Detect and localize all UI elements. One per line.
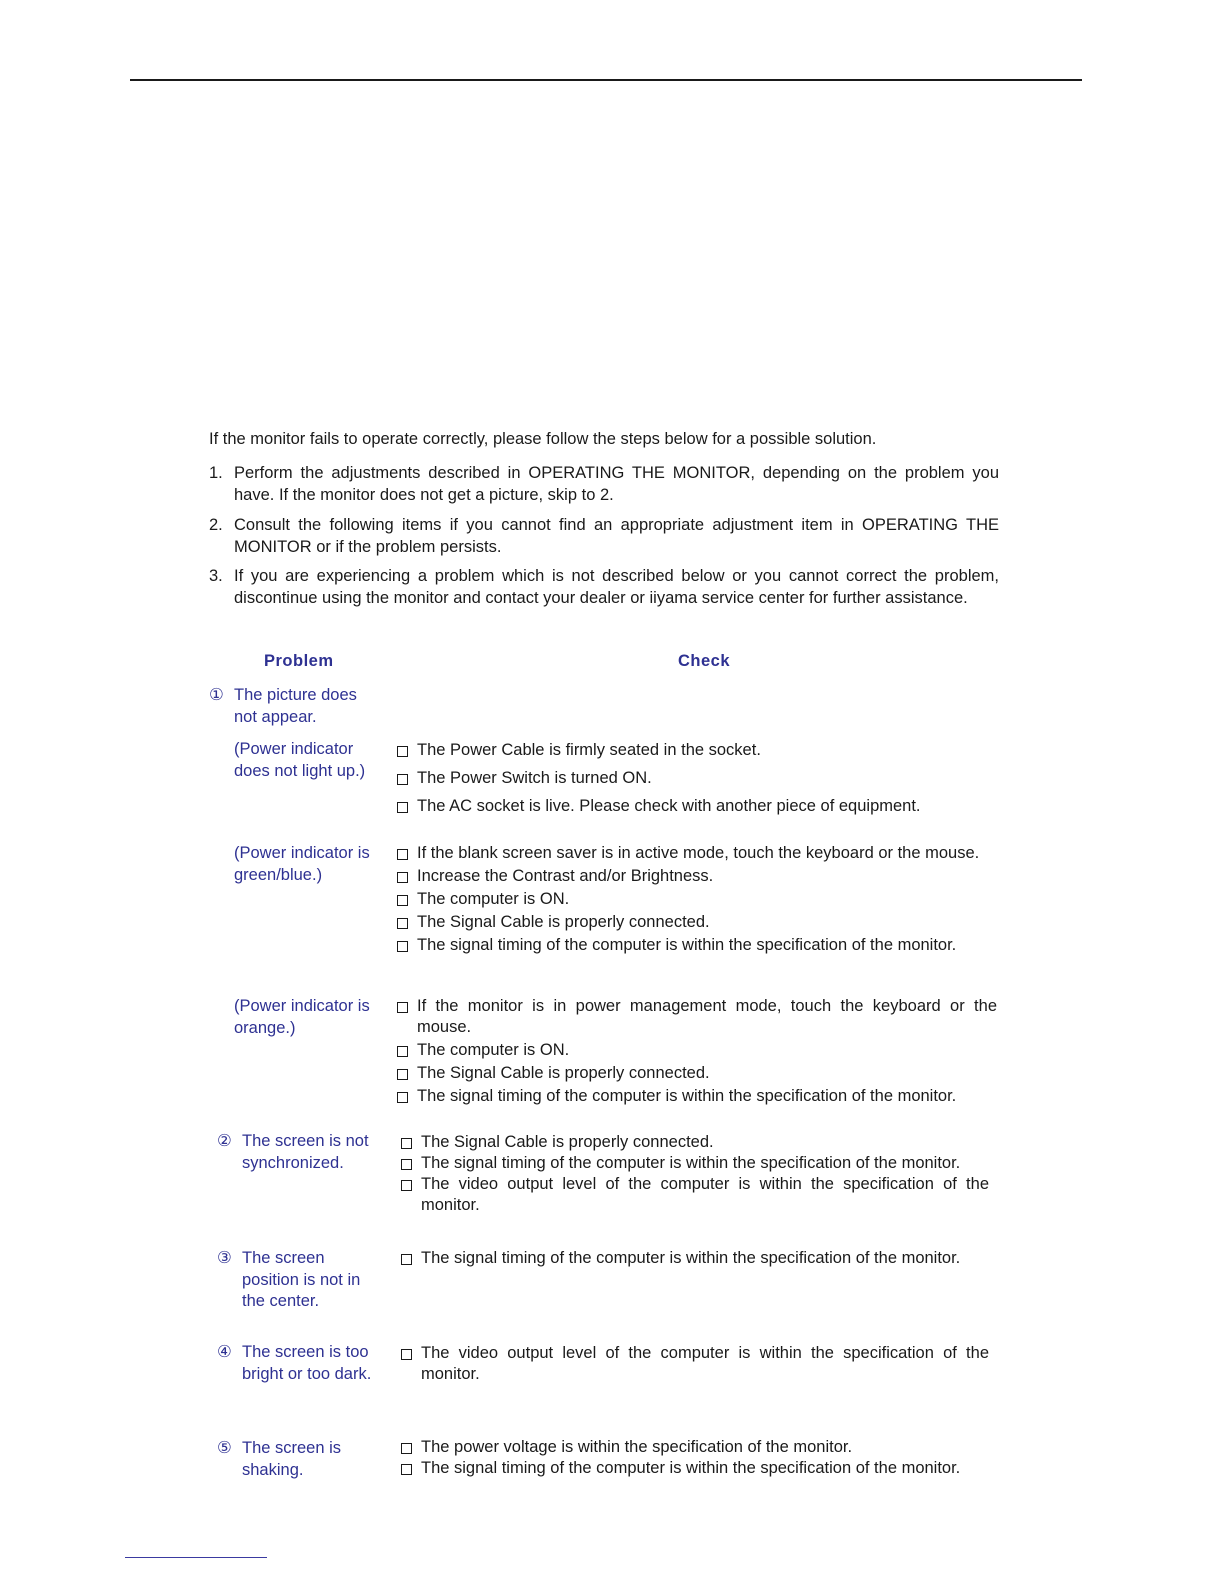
checkbox-icon: [397, 802, 408, 813]
problem-number: ⑤: [217, 1439, 232, 1457]
check-list: [401, 1437, 989, 1479]
check-text: The Power Switch is turned ON.: [417, 769, 652, 787]
check-text: The signal timing of the computer is within the specification of the monitor.: [417, 936, 957, 954]
check-item: [397, 1063, 997, 1084]
check-item: [397, 1040, 997, 1061]
check-list: [397, 740, 997, 824]
check-item: [397, 768, 997, 789]
step-item: [209, 515, 999, 558]
step-number: 1.: [209, 464, 223, 482]
check-text: The Power Cable is firmly seated in the socket.: [417, 741, 761, 759]
problem-number: ④: [217, 1343, 232, 1361]
check-list: [401, 1132, 989, 1216]
steps-list: [209, 463, 999, 609]
check-item: [397, 740, 997, 761]
check-text: The Signal Cable is properly connected.: [417, 913, 710, 931]
problem-column-header: Problem: [264, 652, 334, 670]
footer-rule: [125, 1557, 267, 1558]
problem-text: The screen is shaking.: [242, 1439, 342, 1479]
checkbox-icon: [401, 1349, 412, 1360]
check-item: [397, 1086, 997, 1107]
check-text: The power voltage is within the specification of the monitor.: [421, 1438, 853, 1456]
check-text: The computer is ON.: [417, 1041, 570, 1059]
step-number: 2.: [209, 516, 223, 534]
problem-text: The screen is too bright or too dark.: [242, 1343, 372, 1383]
check-item: [401, 1343, 989, 1385]
checkbox-icon: [397, 918, 408, 929]
checkbox-icon: [401, 1464, 412, 1475]
check-text: The Signal Cable is properly connected.: [421, 1133, 714, 1151]
check-text: If the blank screen saver is in active mode, touch the keyboard or the mouse.: [417, 844, 980, 862]
step-text: Consult the following items if you cannot find an appropriate adjustment item in OPERATING THE MONITOR or if the problem persists.: [234, 516, 999, 556]
check-text: The AC socket is live. Please check with another piece of equipment.: [417, 797, 921, 815]
check-list: [401, 1248, 989, 1269]
checkbox-icon: [401, 1443, 412, 1454]
checkbox-icon: [401, 1159, 412, 1170]
step-number: 3.: [209, 567, 223, 585]
checkbox-icon: [397, 941, 408, 952]
problem-1-case-label: (Power indicator is orange.): [234, 997, 370, 1037]
check-text: The video output level of the computer is within the specification of the monitor.: [421, 1344, 989, 1383]
step-item: [209, 463, 999, 506]
problem-1-case-label: (Power indicator is green/blue.): [234, 844, 370, 884]
check-list: [397, 843, 997, 958]
problem-4: [217, 1342, 377, 1385]
problem-1: [209, 685, 379, 728]
check-item: [397, 866, 997, 887]
check-text: The signal timing of the computer is within the specification of the monitor.: [421, 1154, 961, 1172]
check-list: [397, 996, 997, 1109]
problem-number: ①: [209, 686, 224, 704]
check-item: [397, 935, 997, 956]
checkbox-icon: [397, 1002, 408, 1013]
problem-text: The screen position is not in the center.: [242, 1249, 361, 1310]
step-item: [209, 566, 999, 609]
check-item: [397, 996, 997, 1038]
check-item: [397, 796, 997, 817]
check-column-header: Check: [678, 652, 731, 670]
problem-number: ②: [217, 1132, 232, 1150]
problem-5: [217, 1438, 377, 1481]
check-text: The signal timing of the computer is within the specification of the monitor.: [421, 1459, 961, 1477]
problem-2: [217, 1131, 385, 1174]
step-text: If you are experiencing a problem which is not described below or you cannot correct the problem, discontinue using the monitor and contact your dealer or iiyama service center for further assistance.: [234, 567, 999, 607]
checkbox-icon: [397, 849, 408, 860]
check-item: [401, 1248, 989, 1269]
problem-3: [217, 1248, 377, 1313]
check-text: Increase the Contrast and/or Brightness.: [417, 867, 714, 885]
problem-1-case-label: (Power indicator does not light up.): [234, 740, 366, 780]
check-item: [397, 843, 997, 864]
problem-text: The picture does not appear.: [234, 686, 357, 726]
checkbox-icon: [397, 1046, 408, 1057]
checkbox-icon: [401, 1254, 412, 1265]
check-item: [401, 1153, 989, 1174]
check-text: The video output level of the computer is within the specification of the monitor.: [421, 1175, 989, 1214]
checkbox-icon: [401, 1180, 412, 1191]
check-item: [401, 1132, 989, 1153]
check-item: [397, 912, 997, 933]
check-text: If the monitor is in power management mode, touch the keyboard or the mouse.: [417, 997, 997, 1036]
checkbox-icon: [397, 746, 408, 757]
check-item: [397, 889, 997, 910]
check-text: The signal timing of the computer is within the specification of the monitor.: [421, 1249, 961, 1267]
checkbox-icon: [397, 774, 408, 785]
check-item: [401, 1437, 989, 1458]
problem-text: The screen is not synchronized.: [242, 1132, 369, 1172]
check-text: The signal timing of the computer is within the specification of the monitor.: [417, 1087, 957, 1105]
check-item: [401, 1174, 989, 1216]
check-list: [401, 1343, 989, 1385]
check-item: [401, 1458, 989, 1479]
checkbox-icon: [401, 1138, 412, 1149]
problem-number: ③: [217, 1249, 232, 1267]
checkbox-icon: [397, 1069, 408, 1080]
intro-text: If the monitor fails to operate correctly, please follow the steps below for a possible solution.: [209, 430, 877, 448]
check-text: The computer is ON.: [417, 890, 570, 908]
checkbox-icon: [397, 1092, 408, 1103]
header-rule: [130, 79, 1082, 81]
check-text: The Signal Cable is properly connected.: [417, 1064, 710, 1082]
checkbox-icon: [397, 895, 408, 906]
step-text: Perform the adjustments described in OPERATING THE MONITOR, depending on the problem you have. If the monitor does not get a picture, skip to 2.: [234, 464, 999, 504]
checkbox-icon: [397, 872, 408, 883]
